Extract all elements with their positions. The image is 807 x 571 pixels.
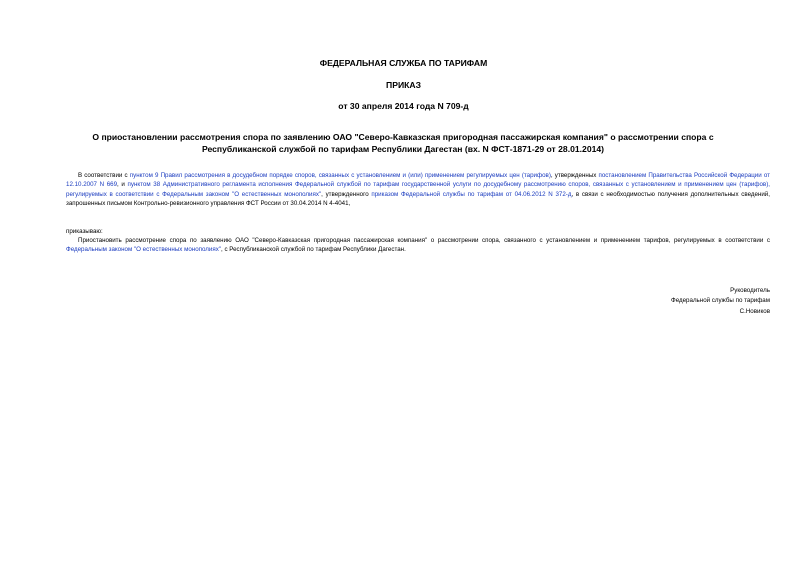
operative-paragraph	[66, 236, 770, 255]
preamble-text-3: , и	[117, 181, 128, 189]
decision-word: приказываю:	[66, 228, 103, 235]
link-government-resolution[interactable]: постановлением Правительства Российской Федерации от 12.10.2007 N 669	[66, 172, 770, 189]
preamble-text-2: , утвержденных	[550, 172, 599, 179]
document-type-heading: ПРИКАЗ	[386, 80, 421, 90]
signature-block	[570, 286, 770, 317]
agency-heading: ФЕДЕРАЛЬНАЯ СЛУЖБА ПО ТАРИФАМ	[319, 58, 488, 68]
preamble-text-1: В соответствии с	[78, 172, 130, 179]
document-date-number: от 30 апреля 2014 года N 709-д	[338, 101, 469, 111]
link-rules-item-9[interactable]: пунктом 9 Правил рассмотрения в досудебном порядке споров, связанных с установлением и (или) применением регулируемых цен (тарифов)	[129, 172, 551, 179]
signature-organization: Федеральной службы по тарифам	[671, 297, 770, 305]
operative-text-1: Приостановить рассмотрение спора по заявлению ОАО "Северо-Кавказская пригородная пассажирская компания" о рассмотрении спора, связанного с установлением и применением тарифов, регулируемых в соответствии с	[78, 237, 770, 244]
operative-text-2: , с Республиканской службой по тарифам Республики Дагестан.	[221, 246, 406, 254]
link-admin-regulation-item-38[interactable]: пунктом 38 Административного регламента исполнения Федеральной службой по тарифам государственной услуги по досудебному рассмотрению споров, связанных с установлением и применением цен (тарифов), регулируемых в соответствии с Федеральным законом "О естественных монополиях"	[66, 181, 770, 198]
signature-name: С.Новиков	[739, 307, 770, 315]
preamble-text-4: , утвержденного	[321, 190, 372, 198]
preamble-text-5: , в связи с необходимостью получения дополнительных сведений, запрошенных письмом Контрольно-ревизионного управления ФСТ России от 30.04.2014 N 4-4041,	[66, 190, 770, 208]
link-natural-monopolies-law[interactable]: Федеральным законом "О естественных монополиях"	[66, 246, 222, 254]
preamble-paragraph	[66, 171, 770, 209]
link-fst-order[interactable]: приказом Федеральной службы по тарифам от 04.06.2012 N 372-д	[371, 190, 572, 198]
signature-role: Руководитель	[730, 287, 770, 294]
document-title: О приостановлении рассмотрения спора по заявлению ОАО "Северо-Кавказская пригородная пассажирская компания" о рассмотрении спора с Республиканской службой по тарифам Республики Дагестан (вх. N ФСТ-1871-29 от 28.01.2014)	[92, 132, 714, 154]
